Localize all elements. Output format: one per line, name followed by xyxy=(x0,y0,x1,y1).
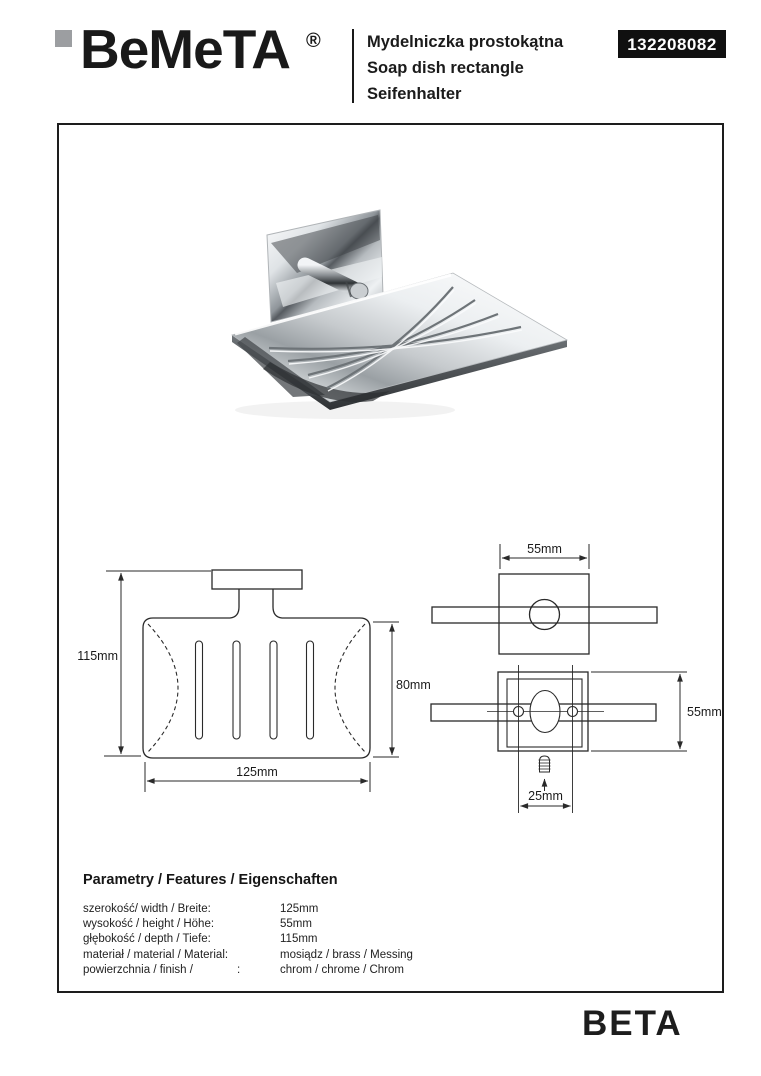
dim-label-width: 125mm xyxy=(236,765,278,779)
param-row-material xyxy=(83,949,643,964)
dim-label-plate-width: 55mm xyxy=(527,542,562,556)
product-photo xyxy=(175,185,575,445)
param-value: chrom / chrome / Chrom xyxy=(280,963,404,976)
param-row-finish xyxy=(83,964,643,979)
dim-label-screw-offset: 25mm xyxy=(528,789,563,803)
parameters-section xyxy=(83,872,643,979)
param-value: 125mm xyxy=(280,903,319,915)
logo-square-mark xyxy=(55,30,72,47)
dim-label-depth: 115mm xyxy=(77,649,118,663)
brand-name: BeMeTA xyxy=(80,18,290,80)
param-row-width xyxy=(83,903,643,918)
header-divider xyxy=(352,29,354,103)
product-title-de: Seifenhalter xyxy=(367,85,462,103)
param-row-height xyxy=(83,918,643,933)
dim-label-dish-height: 80mm xyxy=(396,678,431,692)
registered-trademark-symbol: ® xyxy=(306,30,321,52)
dim-label-plate-height: 55mm xyxy=(687,705,722,719)
param-value: 55mm xyxy=(280,918,312,931)
param-row-depth xyxy=(83,933,643,948)
param-label: głębokość / depth / Tiefe: xyxy=(83,933,211,946)
product-code-badge: 132208082 xyxy=(618,30,726,58)
param-label: wysokość / height / Höhe: xyxy=(83,918,215,931)
param-label: powierzchnia / finish / xyxy=(83,963,193,976)
param-value: 115mm xyxy=(280,933,318,946)
product-titles xyxy=(367,29,563,107)
param-label: materiał / material / Material: xyxy=(83,948,229,961)
param-colon: : xyxy=(237,963,241,976)
product-title-en: Soap dish rectangle xyxy=(367,59,524,77)
param-label: szerokość/ width / Breite: xyxy=(83,903,211,915)
parameters-table xyxy=(83,903,643,979)
parameters-title: Parametry / Features / Eigenschaften xyxy=(83,872,338,888)
product-title-pl: Mydelniczka prostokątna xyxy=(367,33,564,51)
series-name: BETA xyxy=(582,1004,683,1043)
param-value: mosiądz / brass / Messing xyxy=(280,948,413,961)
